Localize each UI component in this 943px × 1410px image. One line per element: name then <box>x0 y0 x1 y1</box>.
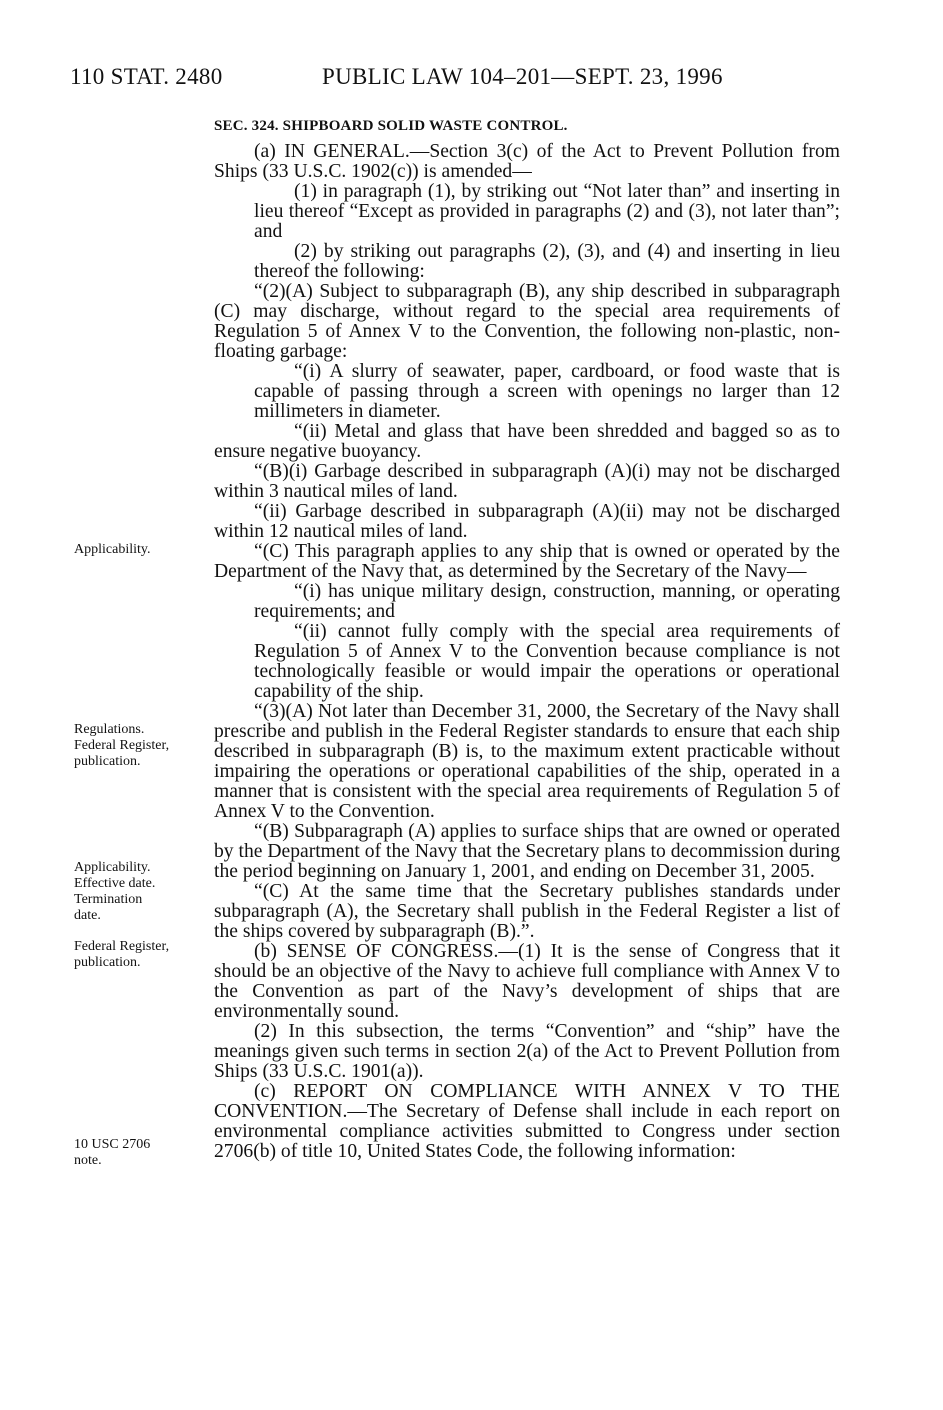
margin-note: Applicability. <box>74 542 151 557</box>
quoted-paragraph: “(3)(A) Not later than December 31, 2000, the Secretary of the Navy shall prescribe and publish in the Federal Register standards to ensure that each ship described in subparagraph (B) is, to the maximum extent practicable without impairing the operations or operational capabilities of the ship, operated in a manner that is consistent with the special area requirements of Regulation 5 of Annex V to the Convention. <box>214 701 840 822</box>
running-head: PUBLIC LAW 104–201—SEPT. 23, 1996 <box>322 64 723 89</box>
paragraph-heading: SENSE OF CONGRESS <box>286 941 494 962</box>
quoted-paragraph: “(2)(A) Subject to subparagraph (B), any ship described in subparagraph (C) may discharge, without regard to the special area requirements of Regulation 5 of Annex V to the Convention, the following non-plastic, non-floating garbage: <box>214 281 840 362</box>
quoted-clause: “(i) A slurry of seawater, paper, cardboard, or food waste that is capable of passing through a screen with openings no larger than 12 millimeters in diameter. <box>254 361 840 422</box>
paragraph: (2) In this subsection, the terms “Convention” and “ship” have the meanings given such terms in section 2(a) of the Act to Prevent Pollution from Ships (33 U.S.C. 1901(a)). <box>214 1021 840 1082</box>
quoted-paragraph: “(C) This paragraph applies to any ship that is owned or operated by the Department of the Navy that, as determined by the Secretary of the Navy— <box>214 541 840 582</box>
paragraph-heading: REPORT ON COMPLIANCE WITH ANNEX V TO THE CONVENTION <box>214 1081 840 1122</box>
quoted-paragraph: “(B)(i) Garbage described in subparagraph (A)(i) may not be discharged within 3 nautical miles of land. <box>214 461 840 502</box>
document-body <box>214 116 840 1162</box>
paragraph-c: (c) REPORT ON COMPLIANCE WITH ANNEX V TO THE CONVENTION.—The Secretary of Defense shall include in each report on environmental compliance activities submitted to Congress under section 2706(b) of title 10, United States Code, the following information: <box>214 1081 840 1162</box>
paragraph-b: (b) SENSE OF CONGRESS.—(1) It is the sense of Congress that it should be an objective of the Navy to achieve full compliance with Annex V to the Convention as part of the Navy’s development of ships that are environmentally sound. <box>214 941 841 1022</box>
section-heading: SEC. 324. SHIPBOARD SOLID WASTE CONTROL. <box>214 118 568 134</box>
paragraph: (1) in paragraph (1), by striking out “Not later than” and inserting in lieu thereof “Except as provided in paragraphs (2) and (3), not later than”; and <box>254 181 840 242</box>
paragraph-heading: IN GENERAL <box>284 141 405 162</box>
quoted-paragraph: “(B) Subparagraph (A) applies to surface ships that are owned or operated by the Department of the Navy that the Secretary plans to decommission during the period beginning on January 1, 2001, and ending on December 31, 2005. <box>214 821 840 882</box>
paragraph-a: (a) IN GENERAL.—Section 3(c) of the Act to Prevent Pollution from Ships (33 U.S.C. 1902(c)) is amended— <box>214 141 840 182</box>
quoted-clause: “(ii) Garbage described in subparagraph (A)(ii) may not be discharged within 12 nautical miles of land. <box>214 501 840 542</box>
quoted-clause: “(ii) cannot fully comply with the special area requirements of Regulation 5 of Annex V to the Convention because compliance is not technologically feasible or would impair the operations or operational capability of the ship. <box>254 621 840 702</box>
margin-note: Federal Register, publication. <box>74 939 170 970</box>
margin-note: Applicability. Effective date. Termination date. <box>74 860 156 923</box>
paragraph: (2) by striking out paragraphs (2), (3), and (4) and inserting in lieu thereof the following: <box>254 241 840 282</box>
quoted-clause: “(i) has unique military design, construction, manning, or operating requirements; and <box>254 581 840 622</box>
quoted-paragraph: “(C) At the same time that the Secretary publishes standards under subparagraph (A), the Secretary shall publish in the Federal Register a list of the ships covered by subparagraph (B).”. <box>214 881 840 942</box>
quoted-clause: “(ii) Metal and glass that have been shredded and bagged so as to ensure negative buoyancy. <box>214 421 840 462</box>
stat-page-number: 110 STAT. 2480 <box>70 64 223 89</box>
margin-note: 10 USC 2706 note. <box>74 1137 151 1168</box>
margin-note: Regulations. Federal Register, publication. <box>74 722 170 769</box>
